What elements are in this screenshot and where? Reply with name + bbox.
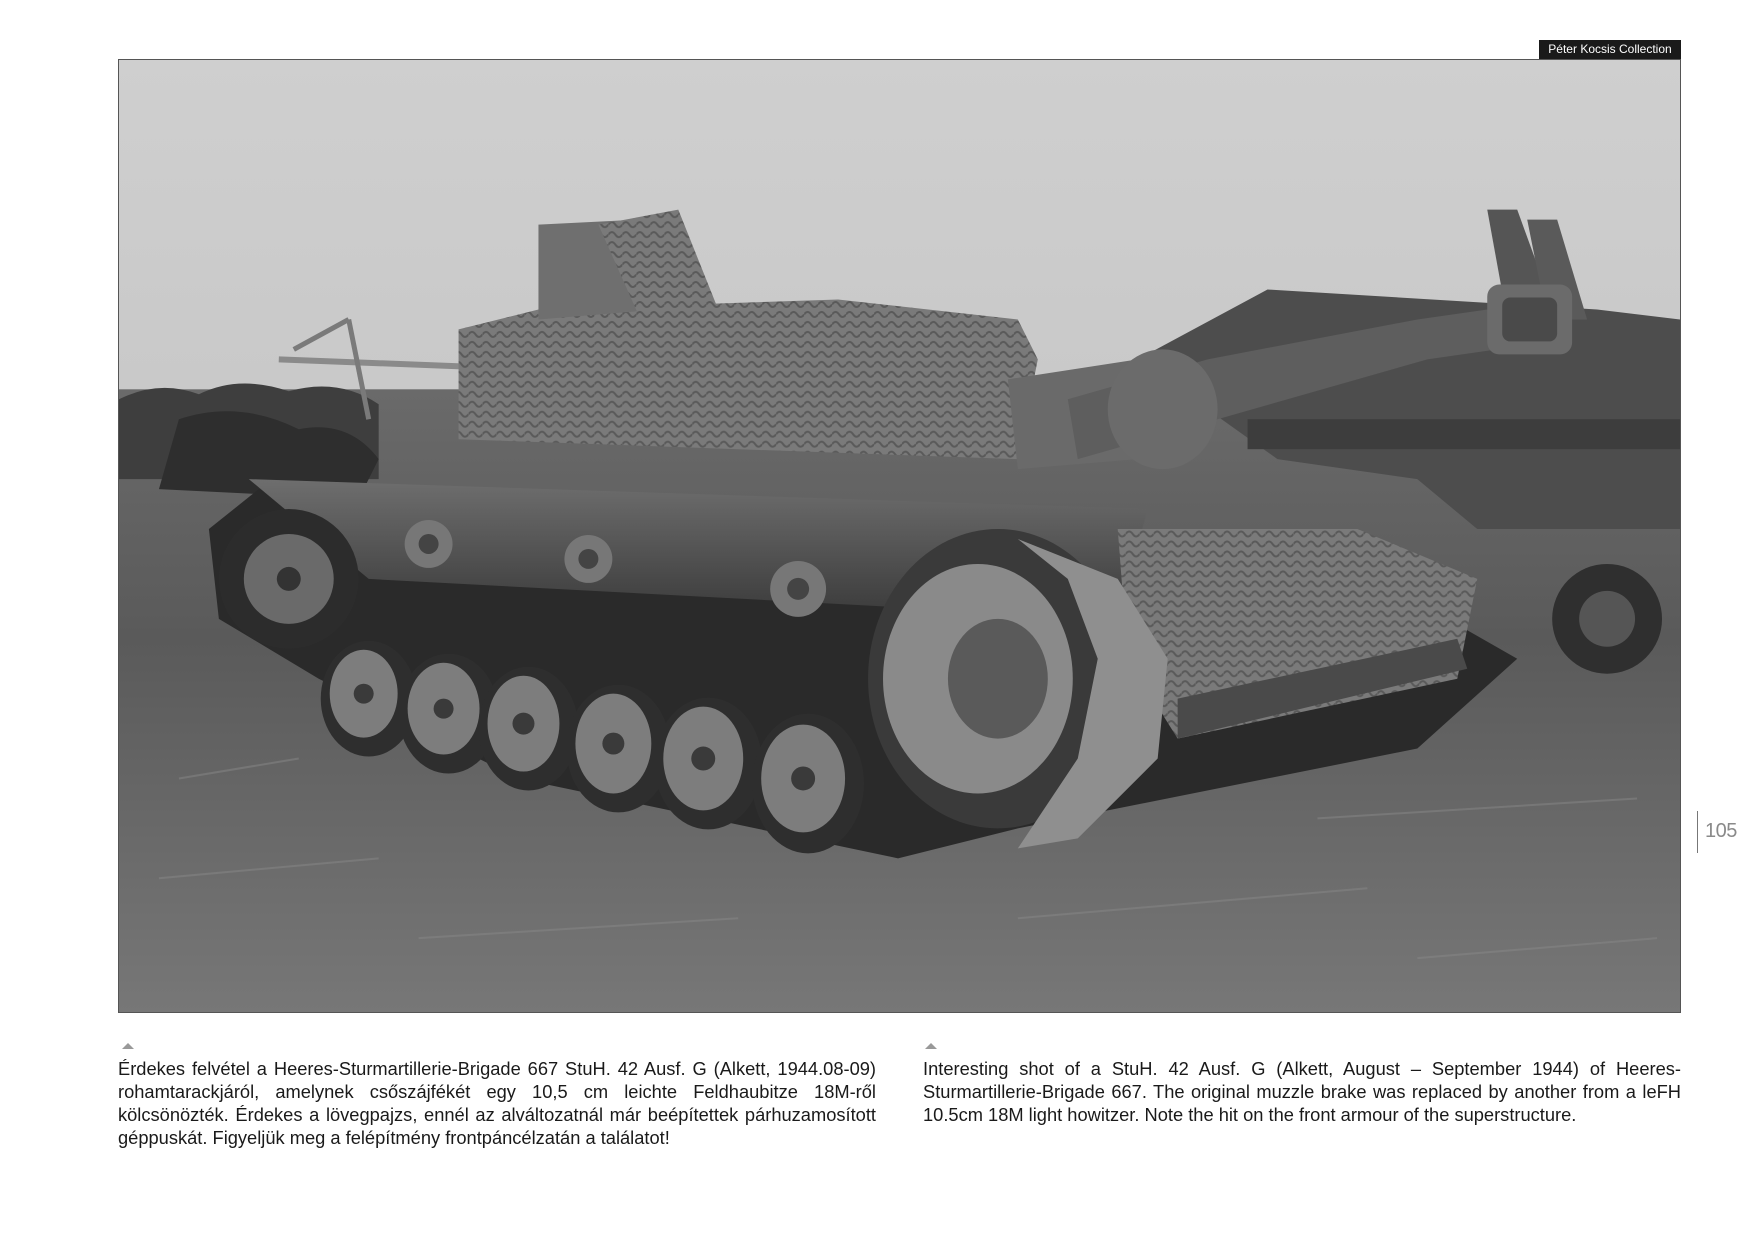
photo-illustration <box>119 60 1680 1012</box>
page-number: 105 <box>1705 820 1737 842</box>
caption-up-arrow-icon <box>122 1043 134 1049</box>
photo-credit: Péter Kocsis Collection <box>1539 40 1681 59</box>
caption-hungarian: Érdekes felvétel a Heeres-Sturmartillerie-Brigade 667 StuH. 42 Ausf. G (Alkett, 1944.08-09) rohamtarackjáról, amelynek csőszájfékét egy 10,5 cm leichte Feldhaubitze 18M-ről kölcsönözték. Érdekes a lövegpajzs, ennél az alváltozatnál már beépítettek párhuzamosított géppuskát. Figyeljük meg a felépítmény frontpáncélzatán a találatot! <box>118 1058 876 1148</box>
caption-up-arrow-icon <box>925 1043 937 1049</box>
page-number-rule <box>1697 811 1698 853</box>
tank-wreck-photo <box>118 59 1681 1013</box>
caption-english: Interesting shot of a StuH. 42 Ausf. G (Alkett, August – September 1944) of Heeres-Sturmartillerie-Brigade 667. The original muzzle brake was replaced by another from a leFH 10.5cm 18M light howitzer. Note the hit on the front armour of the superstructure. <box>923 1058 1681 1125</box>
